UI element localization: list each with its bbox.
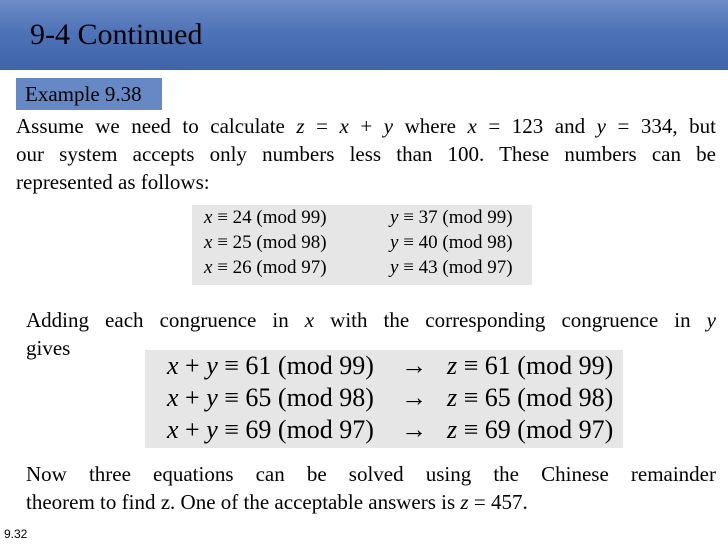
congruence-x-3: x ≡ 26 (mod 97): [204, 257, 327, 278]
intro-line-1: Assume we need to calculate z = x + y where x = 123 and y = 334, but: [16, 114, 716, 138]
sum-row-1-rhs: z ≡ 61 (mod 99): [447, 351, 614, 380]
congruence-y-3: y ≡ 43 (mod 97): [390, 257, 513, 278]
congruence-x-1: x ≡ 24 (mod 99): [204, 207, 327, 228]
sum-row-1-lhs: x + y ≡ 61 (mod 99): [167, 351, 374, 380]
conclusion-line-1: Now three equations can be solved using the Chinese remainder: [26, 462, 716, 486]
congruence-x-2: x ≡ 25 (mod 98): [204, 232, 327, 253]
title-bar: [0, 0, 728, 70]
slide-number: 9.32: [4, 527, 28, 541]
adding-line-1: Adding each congruence in x with the corresponding congruence in y: [26, 308, 716, 332]
sum-row-2-lhs: x + y ≡ 65 (mod 98): [167, 383, 374, 412]
conclusion-line-2: theorem to find z. One of the acceptable answers is z = 457.: [26, 490, 528, 514]
intro-line-2: our system accepts only numbers less than 100. These numbers can be: [16, 142, 716, 166]
sum-row-1-arrow: →: [401, 351, 427, 380]
sum-congruence-table: [145, 350, 623, 448]
sum-row-3-lhs: x + y ≡ 69 (mod 97): [167, 415, 374, 444]
conclusion-paragraph: [26, 460, 716, 516]
intro-paragraph: [16, 112, 716, 196]
slide-title: 9-4 Continued: [30, 18, 203, 51]
sum-row-2-rhs: z ≡ 65 (mod 98): [447, 383, 614, 412]
intro-line-3: represented as follows:: [16, 170, 210, 194]
adding-line-2: gives: [26, 336, 71, 360]
example-label: Example 9.38: [25, 82, 142, 106]
sum-row-2-arrow: →: [401, 383, 427, 412]
small-congruence-table: [192, 205, 532, 285]
sum-row-3-arrow: →: [401, 415, 427, 444]
congruence-y-2: y ≡ 40 (mod 98): [390, 232, 513, 253]
congruence-y-1: y ≡ 37 (mod 99): [390, 207, 513, 228]
sum-row-3-rhs: z ≡ 69 (mod 97): [447, 415, 614, 444]
